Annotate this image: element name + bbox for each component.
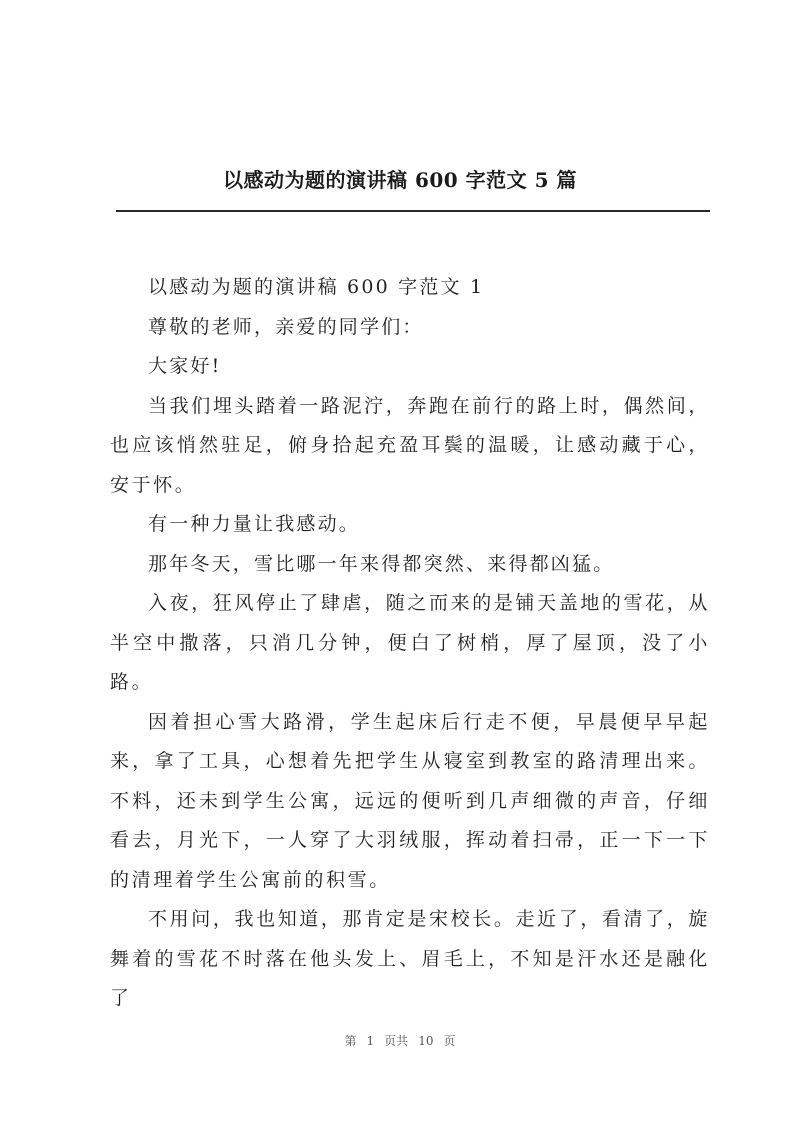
paragraph: 不用问，我也知道，那肯定是宋校长。走近了，看清了，旋舞着的雪花不时落在他头发上、眉毛上，不知是汗水还是融化了 <box>110 908 710 1009</box>
footer-prefix: 第 <box>344 1034 357 1048</box>
paragraph: 入夜，狂风停止了肆虐，随之而来的是铺天盖地的雪花，从半空中撒落，只消几分钟，便白了树梢，厚了屋顶，没了小路。 <box>110 592 710 693</box>
salutation: 尊敬的老师，亲爱的同学们： <box>148 315 424 338</box>
section-heading: 以感动为题的演讲稿 600 字范文 1 <box>148 276 485 298</box>
footer-suffix: 页 <box>443 1034 456 1048</box>
total-pages-number: 10 <box>418 1034 434 1048</box>
paragraph: 当我们埋头踏着一路泥泞，奔跑在前行的路上时，偶然间，也应该悄然驻足，俯身拾起充盈耳鬓的温暖，让感动藏于心，安于怀。 <box>110 394 710 496</box>
paragraph: 那年冬天，雪比哪一年来得都突然、来得都凶猛。 <box>148 552 615 575</box>
page-footer <box>0 1032 800 1049</box>
paragraph: 因着担心雪大路滑，学生起床后行走不便，早晨便早早起来，拿了工具，心想着先把学生从寝室到教室的路清理出来。不料，还未到学生公寓，远远的便听到几声细微的声音，仔细看去，月光下，一人穿了大羽绒服，挥动着扫帚，正一下一下的清理着学生公寓前的积雪。 <box>110 710 710 891</box>
greeting: 大家好! <box>148 355 222 377</box>
page-title: 以感动为题的演讲稿 600 字范文 5 篇 <box>222 168 577 192</box>
paragraph: 有一种力量让我感动。 <box>148 513 361 535</box>
footer-mid: 页共 <box>384 1034 409 1048</box>
title-divider <box>116 210 710 212</box>
current-page-number: 1 <box>366 1034 375 1048</box>
document-body <box>110 268 710 1019</box>
